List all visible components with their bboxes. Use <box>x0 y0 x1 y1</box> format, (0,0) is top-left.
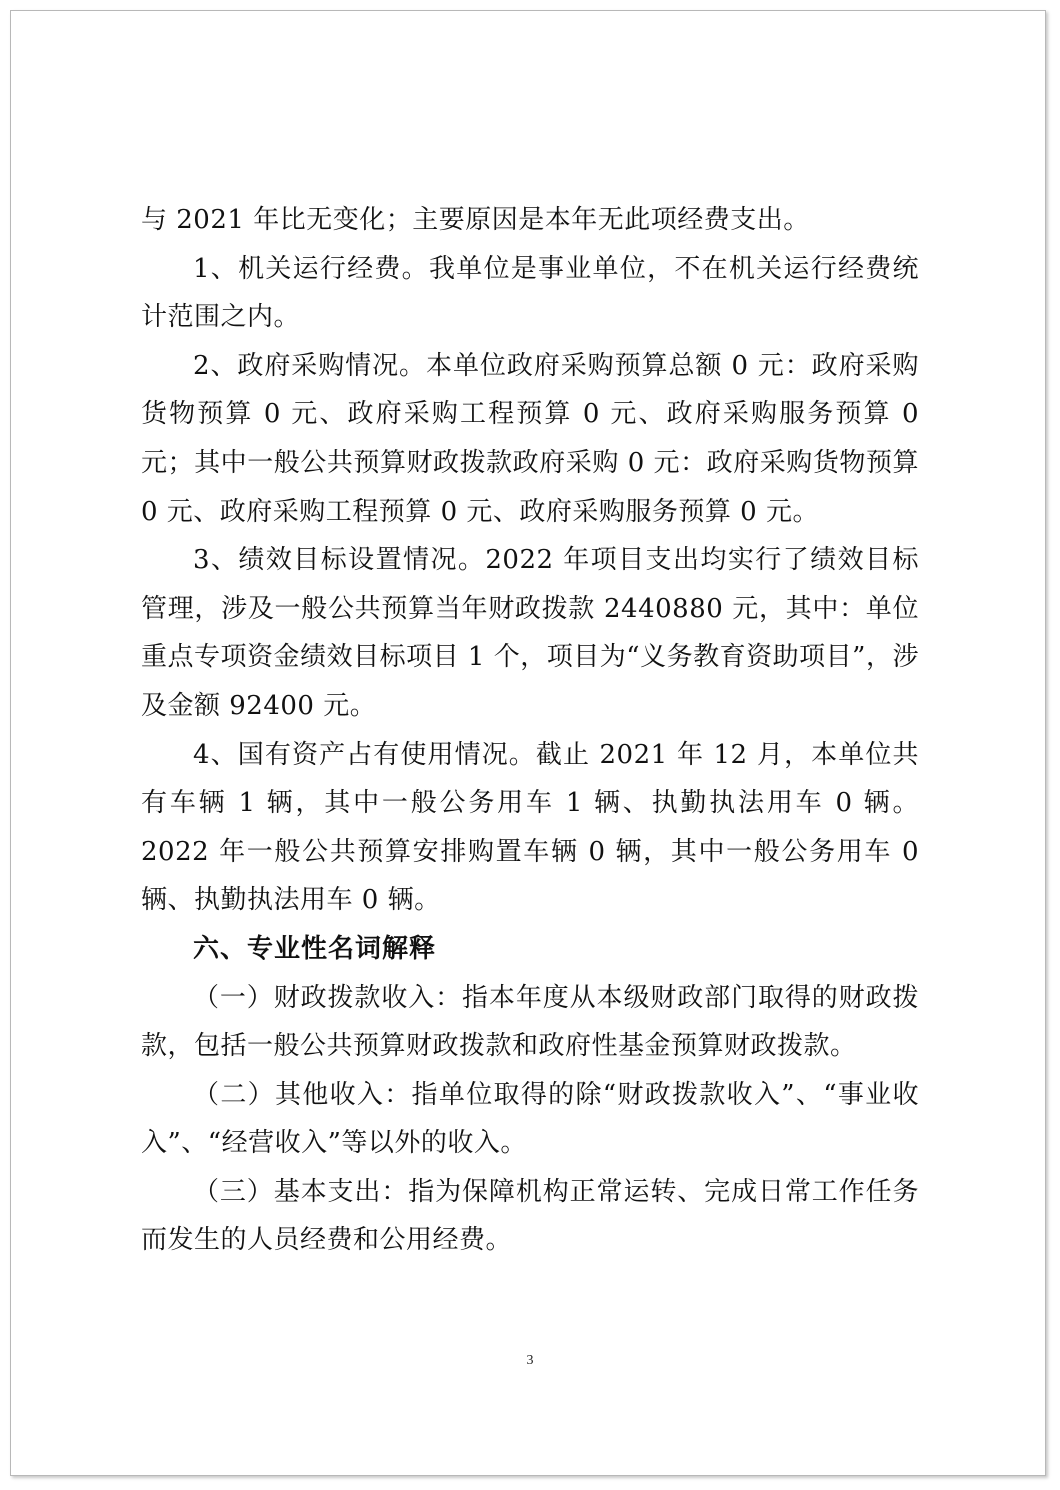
document-body <box>141 196 919 1265</box>
paragraph-5: 4、国有资产占有使用情况。截止 2021 年 12 月，本单位共有车辆 1 辆，其中一般公务用车 1 辆、执勤执法用车 0 辆。2022 年一般公共预算安排购置车辆 0 辆，其中一般公务用车 0 辆、执勤执法用车 0 辆。 <box>141 739 919 916</box>
paragraph-1: 与 2021 年比无变化；主要原因是本年无此项经费支出。 <box>141 205 810 235</box>
paragraph-9: （三）基本支出：指为保障机构正常运转、完成日常工作任务而发生的人员经费和公用经费。 <box>141 1176 919 1256</box>
paragraph-4: 3、绩效目标设置情况。2022 年项目支出均实行了绩效目标管理，涉及一般公共预算当年财政拨款 2440880 元，其中：单位重点专项资金绩效目标项目 1 个，项目为“义务教育资助项目”，涉及金额 92400 元。 <box>141 545 919 721</box>
paragraph-2: 1、机关运行经费。我单位是事业单位，不在机关运行经费统计范围之内。 <box>141 253 919 333</box>
paragraph-7: （一）财政拨款收入：指本年度从本级财政部门取得的财政拨款，包括一般公共预算财政拨款和政府性基金预算财政拨款。 <box>141 982 919 1062</box>
paragraph-3: 2、政府采购情况。本单位政府采购预算总额 0 元：政府采购货物预算 0 元、政府采购工程预算 0 元、政府采购服务预算 0 元；其中一般公共预算财政拨款政府采购 0 元：政府采购货物预算 0 元、政府采购工程预算 0 元、政府采购服务预算 0 元。 <box>141 350 919 527</box>
section-heading: 六、专业性名词解释 <box>193 933 437 964</box>
page-number: 3 <box>526 1353 534 1368</box>
paragraph-8: （二）其他收入：指单位取得的除“财政拨款收入”、“事业收入”、“经营收入”等以外的收入。 <box>141 1079 919 1159</box>
